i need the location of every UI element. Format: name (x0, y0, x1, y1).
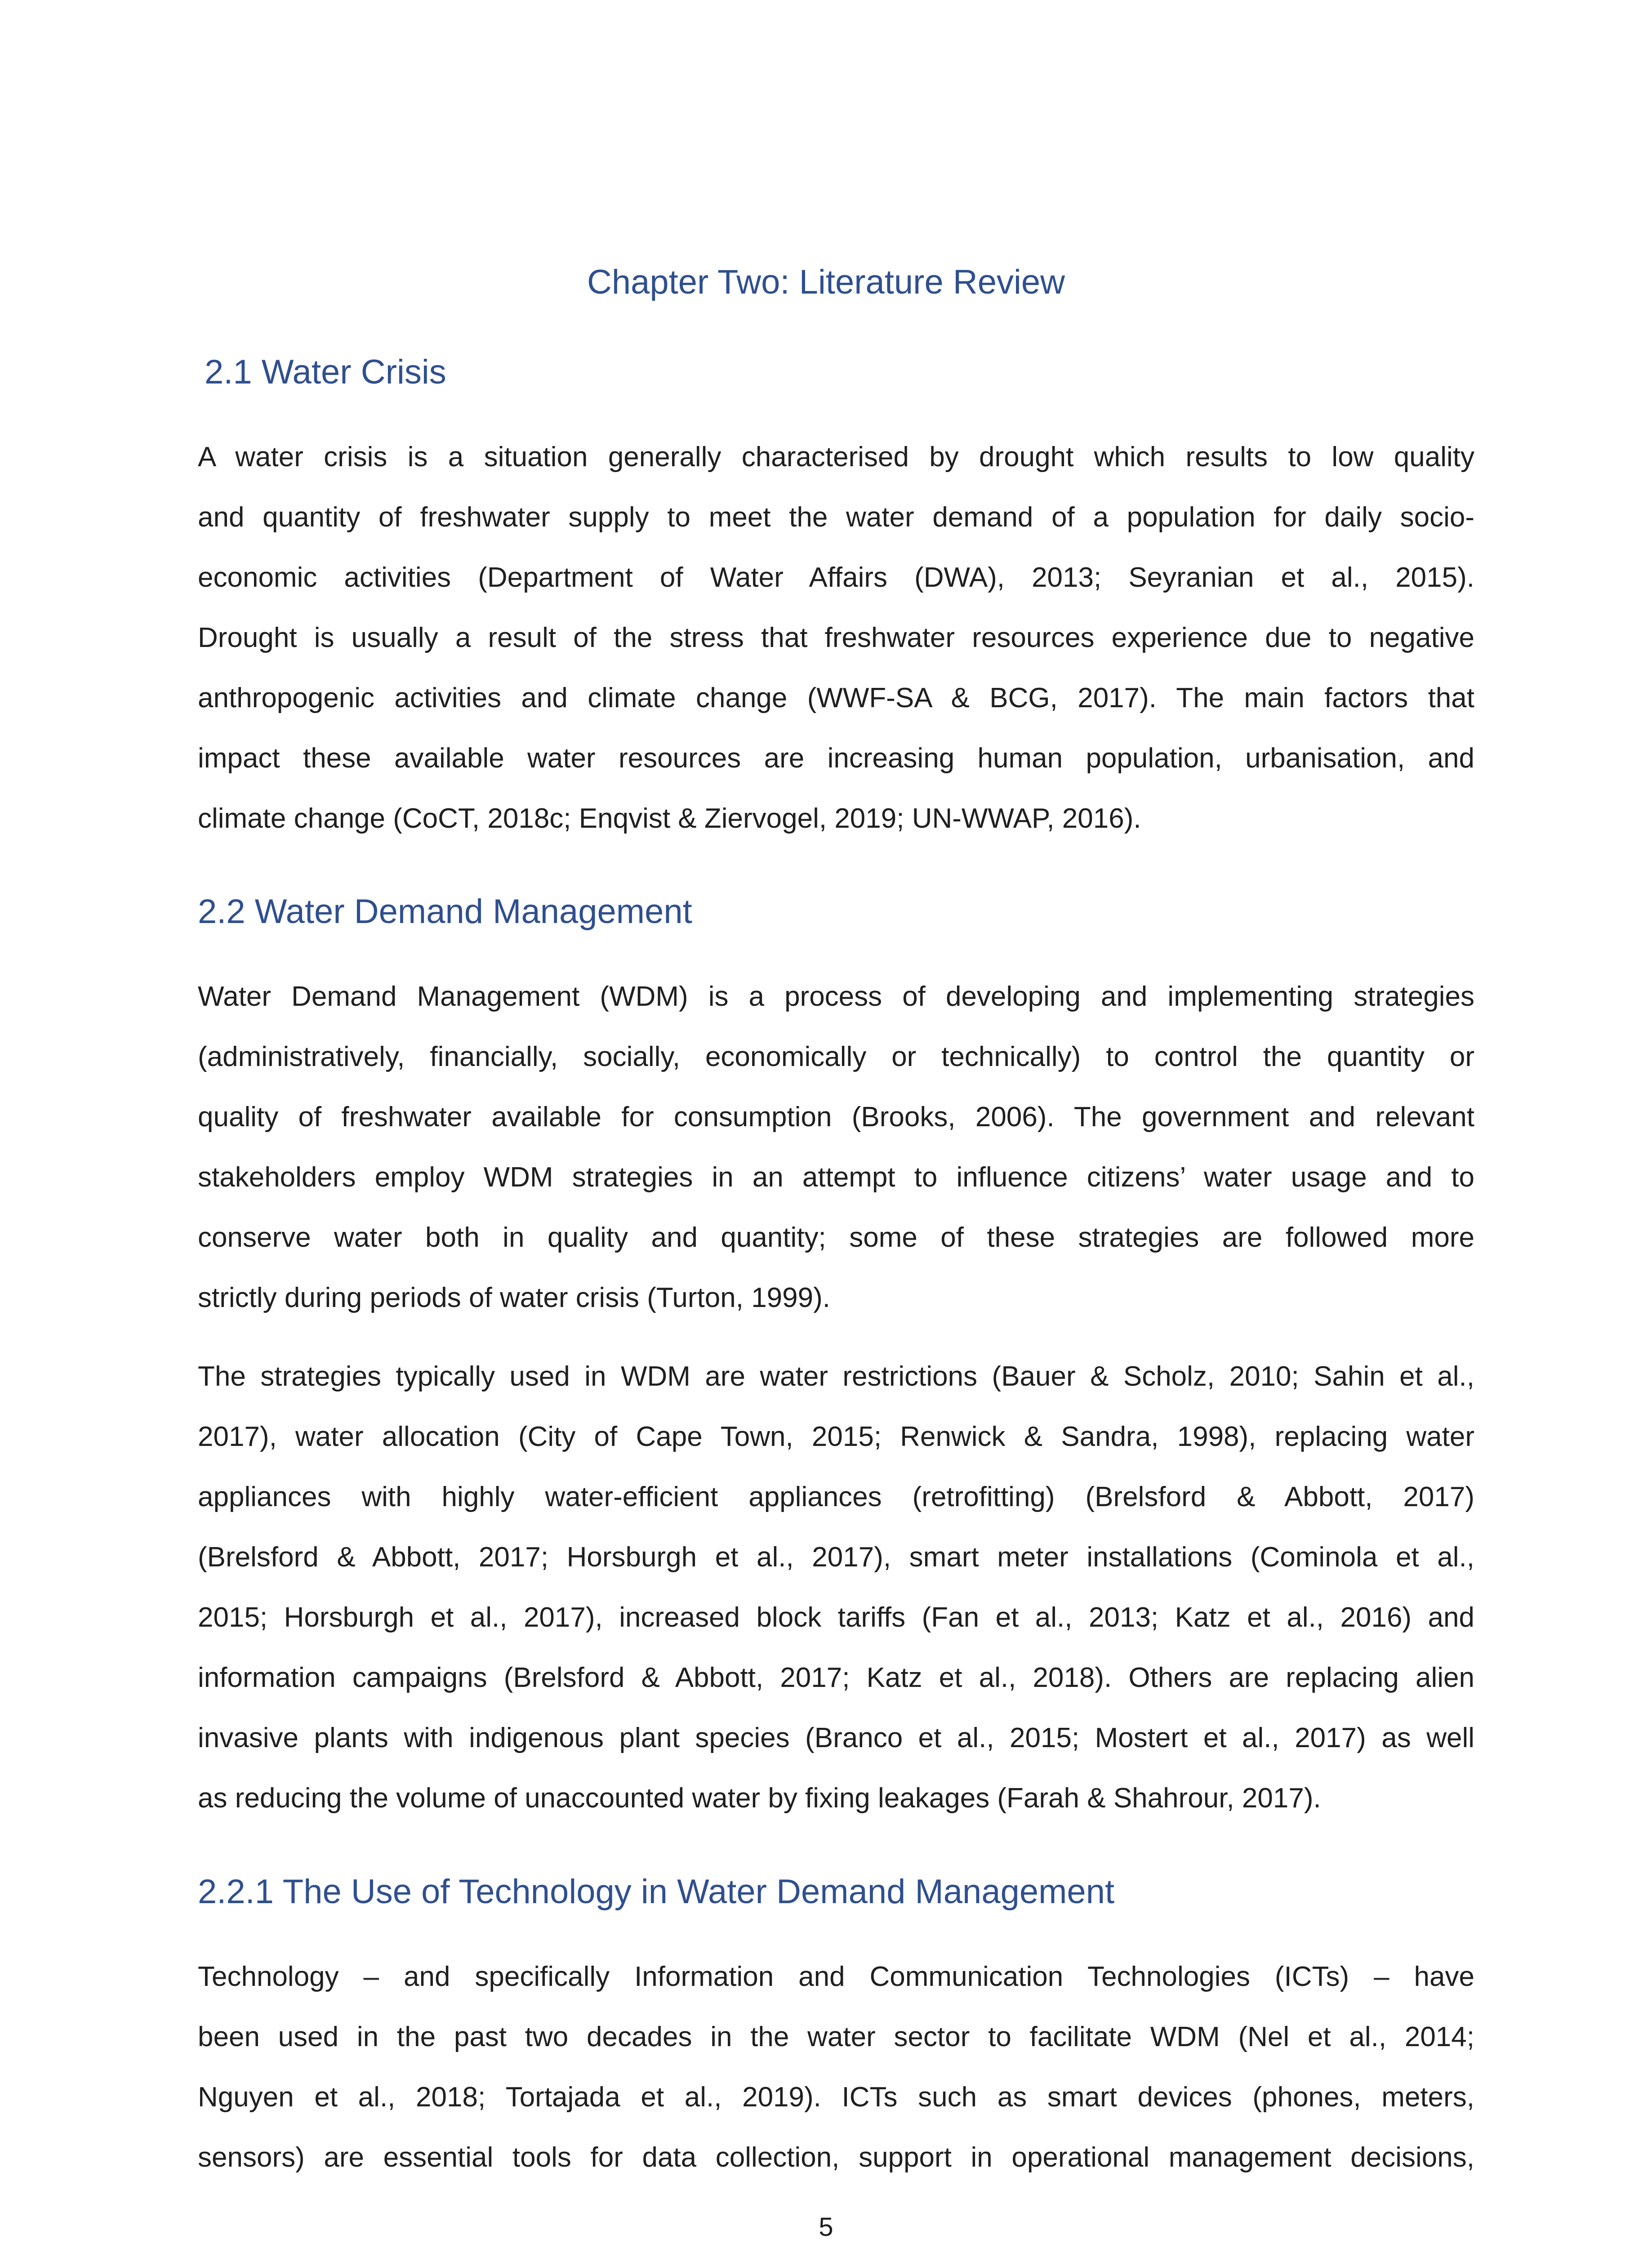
chapter-title: Chapter Two: Literature Review (587, 263, 1065, 301)
text-line: appliances with highly water-efficient appliances (retrofitting) (Brelsford & Abbott, 2017) (198, 1481, 1474, 1512)
section-heading-2-2: 2.2 Water Demand Management (198, 892, 692, 931)
text-line: quality of freshwater available for consumption (Brooks, 2006). The government and relevant (198, 1102, 1474, 1133)
text-line: stakeholders employ WDM strategies in an attempt to influence citizens’ water usage and to (198, 1162, 1474, 1193)
text-line: (Brelsford & Abbott, 2017; Horsburgh et al., 2017), smart meter installations (Cominola et al., (198, 1542, 1474, 1573)
page-number: 5 (819, 2212, 833, 2242)
text-line: Drought is usually a result of the stress that freshwater resources experience due to negative (198, 622, 1474, 653)
text-line: Nguyen et al., 2018; Tortajada et al., 2019). ICTs such as smart devices (phones, meters, (198, 2082, 1474, 2113)
text-line: Water Demand Management (WDM) is a process of developing and implementing strategies (198, 981, 1474, 1012)
paragraph-water-crisis (198, 427, 1474, 849)
paragraph-wdm-strategies (198, 1347, 1474, 1829)
text-line: and quantity of freshwater supply to meet the water demand of a population for daily socio- (198, 502, 1474, 533)
text-line: climate change (CoCT, 2018c; Enqvist & Ziervogel, 2019; UN-WWAP, 2016). (198, 803, 1141, 834)
text-line: as reducing the volume of unaccounted water by fixing leakages (Farah & Shahrour, 2017). (198, 1783, 1321, 1814)
paragraph-technology-wdm (198, 1947, 1474, 2188)
text-line: anthropogenic activities and climate change (WWF-SA & BCG, 2017). The main factors that (198, 682, 1474, 714)
text-line: The strategies typically used in WDM are water restrictions (Bauer & Scholz, 2010; Sahin et al., (198, 1361, 1474, 1392)
text-line: invasive plants with indigenous plant species (Branco et al., 2015; Mostert et al., 2017) as well (198, 1722, 1474, 1753)
paragraph-wdm-definition (198, 967, 1474, 1328)
section-heading-2-1: 2.1 Water Crisis (205, 353, 446, 391)
text-line: impact these available water resources are increasing human population, urbanisation, and (198, 743, 1474, 774)
section-heading-2-2-1: 2.2.1 The Use of Technology in Water Demand Management (198, 1873, 1115, 1911)
text-line: 2017), water allocation (City of Cape Town, 2015; Renwick & Sandra, 1998), replacing water (198, 1421, 1474, 1452)
text-line: economic activities (Department of Water Affairs (DWA), 2013; Seyranian et al., 2015). (198, 562, 1474, 593)
text-line: Technology – and specifically Information and Communication Technologies (ICTs) – have (198, 1961, 1474, 1992)
text-line: information campaigns (Brelsford & Abbott, 2017; Katz et al., 2018). Others are replacing alien (198, 1662, 1474, 1693)
text-line: A water crisis is a situation generally characterised by drought which results to low quality (198, 442, 1474, 473)
text-line: strictly during periods of water crisis (Turton, 1999). (198, 1282, 830, 1313)
text-line: 2015; Horsburgh et al., 2017), increased block tariffs (Fan et al., 2013; Katz et al., 2016) and (198, 1602, 1474, 1633)
text-line: conserve water both in quality and quantity; some of these strategies are followed more (198, 1222, 1474, 1253)
text-line: been used in the past two decades in the water sector to facilitate WDM (Nel et al., 2014; (198, 2021, 1474, 2052)
text-line: sensors) are essential tools for data collection, support in operational management decisions, (198, 2142, 1474, 2173)
text-line: (administratively, financially, socially, economically or technically) to control the quantity or (198, 1041, 1474, 1072)
